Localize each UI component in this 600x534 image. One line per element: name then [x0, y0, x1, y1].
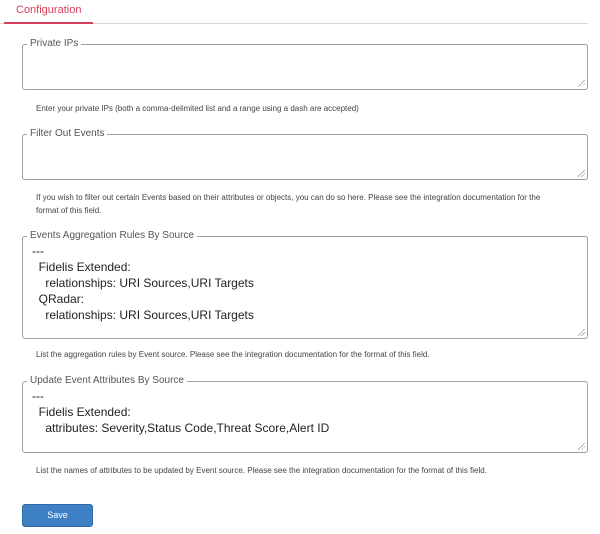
filter-out-events-label: Filter Out Events: [27, 128, 107, 140]
private-ips-help: Enter your private IPs (both a comma-delimited list and a range using a dash are accepted): [36, 104, 359, 113]
resize-handle-icon[interactable]: [578, 80, 585, 87]
aggregation-rules-value: --- Fidelis Extended: relationships: URI Sources,URI Targets QRadar: relationships: URI Sources,URI Targets: [32, 244, 254, 322]
update-attributes-label: Update Event Attributes By Source: [27, 375, 187, 387]
filter-out-events-textarea[interactable]: [22, 134, 588, 180]
private-ips-label: Private IPs: [27, 38, 81, 50]
tab-bar: [0, 0, 588, 24]
update-attributes-value: --- Fidelis Extended: attributes: Severity,Status Code,Threat Score,Alert ID: [32, 389, 330, 435]
resize-handle-icon[interactable]: [578, 443, 585, 450]
aggregation-rules-textarea[interactable]: [22, 236, 588, 339]
update-attributes-help: List the names of attributes to be updated by Event source. Please see the integration documentation for the format of this field.: [36, 466, 487, 475]
aggregation-rules-label: Events Aggregation Rules By Source: [27, 230, 197, 242]
tab-configuration[interactable]: Configuration: [4, 0, 93, 24]
resize-handle-icon[interactable]: [578, 329, 585, 336]
resize-handle-icon[interactable]: [578, 170, 585, 177]
private-ips-textarea[interactable]: [22, 44, 588, 90]
update-attributes-textarea[interactable]: [22, 381, 588, 453]
save-button[interactable]: Save: [22, 504, 93, 527]
filter-out-events-help: If you wish to filter out certain Events based on their attributes or objects, you can do so here. Please see the integration documentation for the format of this field.: [36, 193, 541, 215]
aggregation-rules-help: List the aggregation rules by Event source. Please see the integration documentation for the format of this field.: [36, 350, 430, 359]
